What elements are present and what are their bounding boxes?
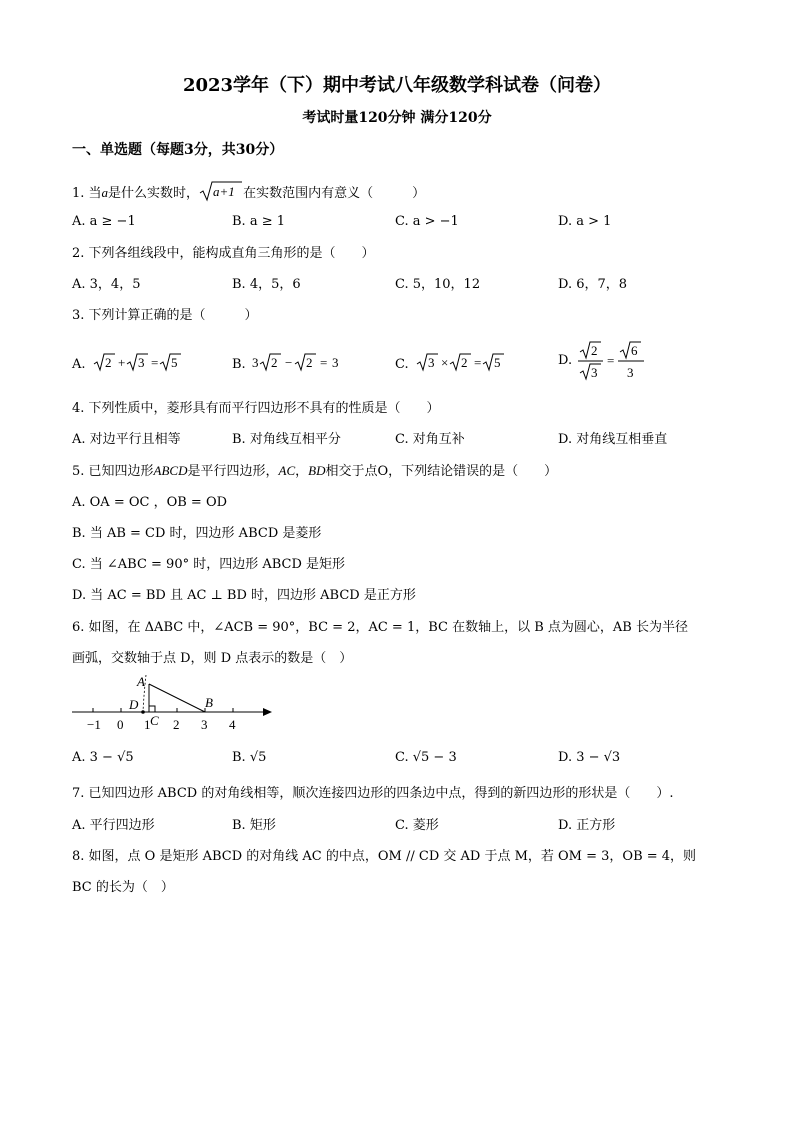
svg-text:6: 6: [631, 343, 638, 358]
question-6-option-b[interactable]: B. √5: [232, 750, 267, 765]
tick-label: 4: [229, 717, 236, 732]
question-5-option-b[interactable]: B. 当 AB = CD 时，四边形 ABCD 是菱形: [72, 526, 322, 541]
option-c-formula: [413, 351, 505, 373]
right-angle-mark: [149, 706, 155, 712]
question-8-stem-line-2: BC 的长为（ ）: [72, 880, 174, 895]
svg-text:2: 2: [591, 343, 598, 358]
svg-text:3: 3: [251, 355, 259, 370]
label-c: C: [150, 713, 159, 728]
question-3-option-d[interactable]: D. 2 3 = 6 3: [558, 340, 648, 382]
question-8-stem-line-1: 8. 如图，点 O 是矩形 ABCD 的对角线 AC 的中点，OM // CD 交 AD 于点 M，若 OM = 3，OB = 4，则: [72, 849, 697, 864]
svg-text:a+1: a+1: [213, 184, 235, 199]
tick-label: −1: [87, 717, 101, 732]
svg-text:2: 2: [270, 355, 278, 370]
svg-text:2: 2: [104, 355, 112, 370]
question-1-option-d[interactable]: D. a > 1: [558, 214, 612, 229]
segment-ab: [149, 684, 205, 712]
tick-label: 3: [201, 717, 208, 732]
question-5-stem: 5. 已知四边形ABCD是平行四边形，AC，BD相交于点O，下列结论错误的是（ ）: [72, 463, 558, 479]
svg-text:3: 3: [627, 365, 634, 380]
label-b: B: [205, 695, 213, 710]
question-7-option-a[interactable]: A. 平行四边形: [72, 818, 155, 833]
section-heading: 一、单选题（每题3分，共30分）: [72, 142, 284, 158]
question-2-option-a[interactable]: A. 3，4，5: [72, 277, 141, 292]
question-2-option-c[interactable]: C. 5，10，12: [395, 277, 481, 292]
svg-text:5: 5: [170, 355, 178, 370]
question-2-option-d[interactable]: D. 6，7，8: [558, 277, 628, 292]
svg-text:×: ×: [440, 355, 449, 370]
svg-text:5: 5: [493, 355, 501, 370]
svg-text:2: 2: [460, 355, 468, 370]
svg-text:−: −: [284, 355, 293, 370]
question-4-option-c[interactable]: C. 对角互补: [395, 432, 465, 447]
page-title: 2023学年（下）期中考试八年级数学科试卷（问卷）: [182, 75, 612, 96]
question-2-stem: 2. 下列各组线段中，能构成直角三角形的是（ ）: [72, 246, 375, 261]
option-b-formula: [250, 351, 346, 373]
question-6-option-c[interactable]: C. √5 − 3: [395, 750, 457, 765]
sqrt-expression: [199, 180, 243, 203]
question-7-stem: 7. 已知四边形 ABCD 的对角线相等，顺次连接四边形的四条边中点，得到的新四边形的形状是（ ）.: [72, 786, 674, 801]
question-7-option-c[interactable]: C. 菱形: [395, 818, 439, 833]
svg-text:+: +: [117, 355, 126, 370]
question-3-option-c[interactable]: C. 3 × 2 = 5: [395, 351, 505, 374]
question-5-option-d[interactable]: D. 当 AC = BD 且 AC ⊥ BD 时，四边形 ABCD 是正方形: [72, 588, 416, 603]
question-7-option-b[interactable]: B. 矩形: [232, 818, 276, 833]
svg-text:3: 3: [331, 355, 339, 370]
question-6-stem-line-2: 画弧，交数轴于点 D，则 D 点表示的数是（ ）: [72, 651, 353, 666]
svg-text:=: =: [607, 353, 615, 368]
question-6-option-a[interactable]: A. 3 − √5: [72, 750, 134, 765]
question-4-option-d[interactable]: D. 对角线互相垂直: [558, 432, 668, 447]
question-3-option-a[interactable]: A. 2 + 3 = 5: [72, 351, 182, 374]
svg-text:=: =: [473, 355, 482, 370]
svg-text:3: 3: [427, 355, 435, 370]
svg-text:=: =: [319, 355, 328, 370]
exam-info: 考试时量120分钟 满分120分: [302, 110, 492, 126]
option-a-formula: [90, 351, 182, 373]
svg-text:3: 3: [137, 355, 145, 370]
radical-sign: [199, 180, 243, 202]
tick-label: 2: [173, 717, 180, 732]
tick-label: 0: [117, 717, 124, 732]
question-1-stem: 1. 当a是什么实数时， a+1 在实数范围内有意义（ ）: [72, 180, 425, 203]
question-4-stem: 4. 下列性质中，菱形具有而平行四边形不具有的性质是（ ）: [72, 401, 440, 416]
question-4-option-a[interactable]: A. 对边平行且相等: [72, 432, 181, 447]
svg-text:=: =: [150, 355, 159, 370]
axis-arrow: [263, 708, 272, 716]
label-d: D: [129, 697, 139, 712]
question-5-option-c[interactable]: C. 当 ∠ABC = 90° 时，四边形 ABCD 是矩形: [72, 557, 346, 572]
question-2-option-b[interactable]: B. 4，5，6: [232, 277, 301, 292]
question-7-option-d[interactable]: D. 正方形: [558, 818, 616, 833]
label-a: A: [137, 674, 145, 689]
svg-text:2: 2: [305, 355, 313, 370]
question-6-option-d[interactable]: D. 3 − √3: [558, 750, 621, 765]
question-5-option-a[interactable]: A. OA = OC ，OB = OD: [72, 495, 228, 510]
question-1-option-c[interactable]: C. a > −1: [395, 214, 459, 229]
point-d-dot: [141, 710, 145, 714]
option-d-formula: [576, 340, 648, 382]
svg-text:3: 3: [591, 365, 598, 380]
question-1-option-a[interactable]: A. a ≥ −1: [72, 214, 136, 229]
question-1-option-b[interactable]: B. a ≥ 1: [232, 214, 285, 229]
question-6-stem-line-1: 6. 如图，在 ΔABC 中，∠ACB = 90°，BC = 2，AC = 1，BC 在数轴上，以 B 点为圆心，AB 长为半径: [72, 620, 688, 635]
question-3-option-b[interactable]: B. 3 2 − 2 = 3: [232, 351, 346, 374]
question-3-stem: 3. 下列计算正确的是（ ）: [72, 308, 258, 323]
tick-label: 1: [144, 717, 151, 732]
question-4-option-b[interactable]: B. 对角线互相平分: [232, 432, 341, 447]
number-line-figure: [68, 672, 278, 734]
